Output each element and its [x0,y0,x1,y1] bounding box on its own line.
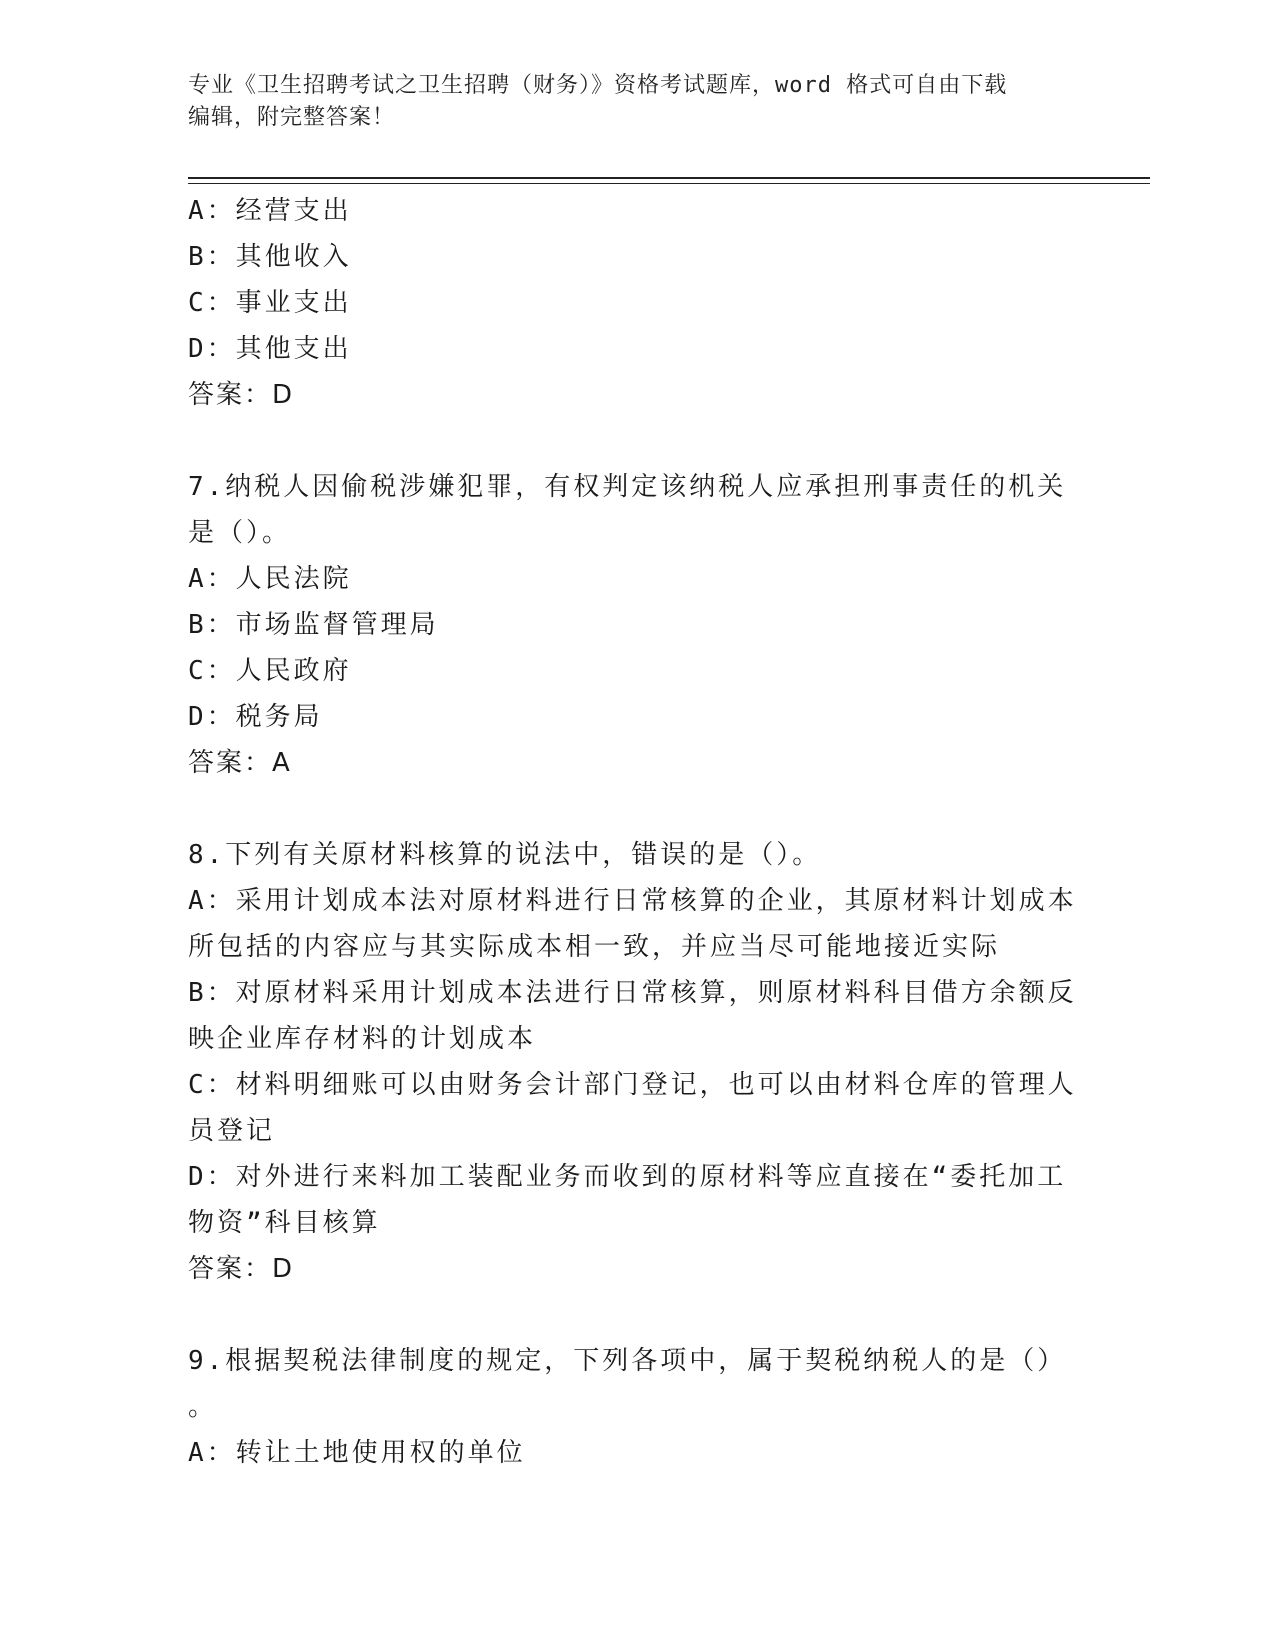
option-d: D：税务局 [188,702,323,732]
option-d: D：其他支出 [188,334,352,364]
header-divider [188,183,1150,184]
answer: 答案：A [188,748,292,778]
option-b: B：其他收入 [188,242,352,272]
option-d: D：对外进行来料加工装配业务而收到的原材料等应直接在“委托加工 [188,1162,1067,1192]
header-line: 专业《卫生招聘考试之卫生招聘（财务）》资格考试题库，word 格式可自由下载 [188,73,1008,98]
question-stem: 9.根据契税法律制度的规定，下列各项中，属于契税纳税人的是（） [188,1346,1067,1376]
document-header [188,70,1088,134]
question-6 [188,188,1088,418]
question-stem: 7.纳税人因偷税涉嫌犯罪，有权判定该纳税人应承担刑事责任的机关 [188,472,1067,502]
option-a: A：转让土地使用权的单位 [188,1438,526,1468]
option-a: 所包括的内容应与其实际成本相一致，并应当尽可能地接近实际 [188,932,1001,962]
option-d: 物资”科目核算 [188,1208,381,1238]
option-b: 映企业库存材料的计划成本 [188,1024,537,1054]
header-line: 编辑，附完整答案！ [188,105,396,130]
option-c: C：材料明细账可以由财务会计部门登记，也可以由材料仓库的管理人 [188,1070,1077,1100]
question-stem: 。 [188,1392,218,1422]
option-b: B：对原材料采用计划成本法进行日常核算，则原材料科目借方余额反 [188,978,1077,1008]
question-9 [188,1338,1088,1476]
option-b: B：市场监督管理局 [188,610,439,640]
option-c: C：事业支出 [188,288,352,318]
question-8 [188,832,1088,1292]
option-c: C：人民政府 [188,656,352,686]
option-c: 员登记 [188,1116,276,1146]
option-a: A：人民法院 [188,564,352,594]
answer: 答案：D [188,380,295,410]
question-7 [188,464,1088,786]
option-a: A：采用计划成本法对原材料进行日常核算的企业，其原材料计划成本 [188,886,1077,916]
answer: 答案：D [188,1254,295,1284]
question-list [188,188,1088,1476]
question-stem: 8.下列有关原材料核算的说法中，错误的是（）。 [188,840,822,870]
question-stem: 是（）。 [188,518,292,548]
header-divider [188,177,1150,179]
option-a: A：经营支出 [188,196,352,226]
